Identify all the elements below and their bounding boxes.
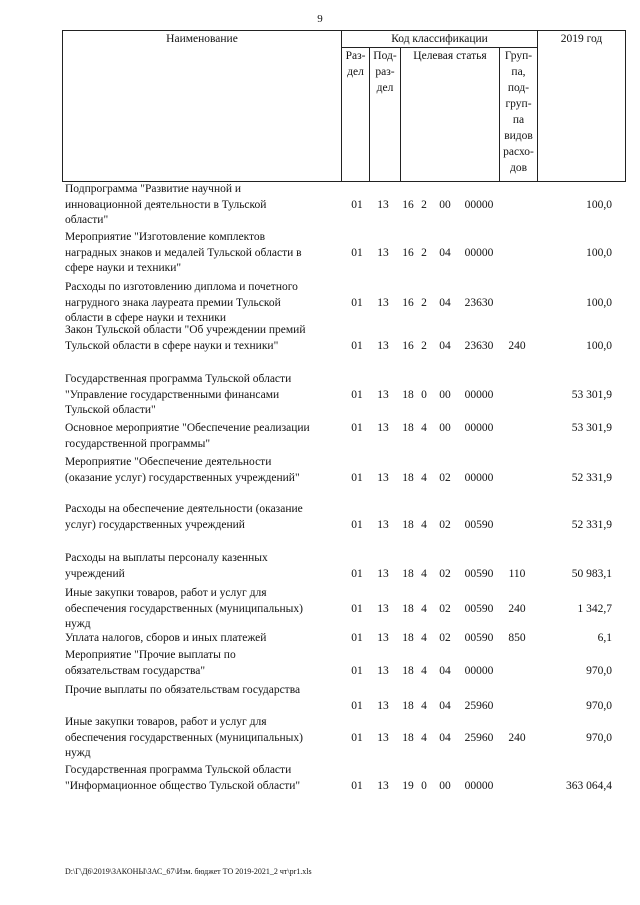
row-name-line: сфере науки и техники" [65,262,182,274]
cell-cs3: 00 [439,388,451,401]
header-line: па [512,114,525,126]
header-line: дов [509,162,528,174]
header-line: под- [507,82,530,94]
row-name-line: Мероприятие "Прочие выплаты по [65,649,236,661]
cell-cs4: 00000 [464,779,494,792]
cell-cs4: 25960 [464,731,494,744]
row-name-line: (оказание услуг) государственных учреждений" [65,471,300,484]
cell-cs1: 18 [402,664,414,677]
cell-razdel: 01 [351,388,363,401]
cell-cs2: 4 [421,422,427,434]
cell-cs2: 4 [421,731,427,744]
cell-cs1: 18 [402,567,414,580]
cell-cs2: 2 [421,246,427,259]
cell-cs2: 4 [421,699,427,712]
row-name [65,230,340,277]
cell-razdel: 01 [351,602,363,615]
row-name-line: Расходы по изготовлению диплома и почетного [65,281,298,293]
cell-sum: 970,0 [586,664,612,677]
row-name [65,551,340,582]
cell-podrazdel: 13 [377,602,389,615]
row-name-line: Тульской области" [65,404,156,416]
cell-cs1: 18 [402,471,414,484]
cell-razdel: 01 [351,699,363,712]
row-name-line: Расходы на обеспечение деятельности (оказание [65,503,303,515]
cell-cs4: 00000 [464,664,494,677]
row-name [65,182,340,229]
row-name-line: обеспечения государственных (муниципальных) [65,602,303,615]
row-name-line: Мероприятие "Изготовление комплектов [65,231,266,243]
row-name-line: Прочие выплаты по обязательствам государства [65,684,301,696]
row-name-line: нужд [65,618,91,630]
cell-sum: 52 331,9 [571,518,612,531]
cell-cs4: 23630 [464,296,494,309]
cell-sum: 363 064,4 [566,779,612,792]
cell-cs2: 4 [421,632,427,644]
row-name [65,631,340,647]
page-number: 9 [317,13,323,25]
cell-cs2: 2 [421,296,427,309]
cell-razdel: 01 [351,339,363,352]
cell-sum: 53 301,9 [571,388,612,401]
cell-cs1: 16 [402,246,414,259]
row-name [65,372,340,419]
row-name-line: нужд [65,747,91,759]
row-name-line: Основное мероприятие "Обеспечение реализации [65,422,310,434]
cell-sum: 53 301,9 [571,422,612,434]
cell-vr: 110 [508,567,526,580]
cell-cs2: 4 [421,602,427,615]
row-name-line: Государственная программа Тульской области [65,764,292,776]
cell-cs1: 16 [402,198,414,211]
cell-cs2: 4 [421,471,427,484]
row-name-line: Подпрограмма "Развитие научной и [65,183,242,195]
cell-podrazdel: 13 [377,779,389,792]
cell-podrazdel: 13 [377,296,389,309]
row-name-line: Тульской области в сфере науки и техники" [65,339,279,352]
cell-cs2: 2 [421,339,427,352]
row-name-line: Расходы на выплаты персоналу казенных [65,552,268,564]
row-name [65,648,340,679]
cell-podrazdel: 13 [377,632,389,644]
cell-cs1: 16 [402,339,414,352]
cell-podrazdel: 13 [377,664,389,677]
row-name-line: учреждений [65,567,125,580]
cell-podrazdel: 13 [377,518,389,531]
row-name-line: наградных знаков и медалей Тульской области в [65,246,302,259]
row-name-line: нагрудного знака лауреата премии Тульской [65,296,281,309]
row-name-line: "Информационное общество Тульской области" [65,779,301,792]
cell-vr: 240 [508,602,526,615]
cell-razdel: 01 [351,731,363,744]
row-name-line: государственной программы" [65,437,211,450]
cell-podrazdel: 13 [377,699,389,712]
cell-sum: 100,0 [586,296,612,309]
cell-cs3: 04 [439,246,451,259]
cell-podrazdel: 13 [377,246,389,259]
cell-cs4: 25960 [464,699,494,712]
cell-razdel: 01 [351,779,363,792]
header-line: Груп- [504,50,533,62]
cell-sum: 100,0 [586,339,612,352]
cell-podrazdel: 13 [377,731,389,744]
header-year: 2019 год [538,31,626,182]
cell-cs1: 18 [402,699,414,712]
cell-sum: 970,0 [586,731,612,744]
row-name [65,455,340,486]
row-name-line: обеспечения государственных (муниципальных) [65,731,303,744]
row-name [65,586,340,633]
row-name [65,323,340,354]
header-code: Код классификации [342,31,538,48]
cell-cs1: 18 [402,632,414,644]
cell-cs4: 00000 [464,388,494,401]
row-name [65,683,340,699]
cell-razdel: 01 [351,296,363,309]
row-name [65,763,340,794]
cell-cs4: 00590 [464,567,494,580]
row-name-line: Государственная программа Тульской области [65,373,292,385]
cell-cs4: 00000 [464,422,494,434]
header-line: дел [376,82,394,94]
cell-cs1: 18 [402,518,414,531]
cell-sum: 1 342,7 [577,602,612,615]
cell-podrazdel: 13 [377,339,389,352]
header-line: дел [347,66,364,78]
row-name-line: инновационной деятельности в Тульской [65,198,267,211]
cell-cs2: 2 [421,198,427,211]
cell-cs3: 04 [439,296,451,309]
cell-razdel: 01 [351,567,363,580]
cell-cs4: 00000 [464,246,494,259]
row-name-line: Закон Тульской области "Об учреждении премий [65,324,306,336]
cell-sum: 50 983,1 [571,567,612,580]
file-path-footer: D:\Г\Д6\2019\ЗАКОНЫ\ЗАС_67\Изм. бюджет ТО 2019-2021_2 чт\pr1.xls [65,867,312,876]
cell-cs4: 00590 [464,602,494,615]
cell-cs2: 4 [421,567,427,580]
cell-cs3: 00 [439,198,451,211]
cell-cs3: 02 [439,471,451,484]
row-name [65,421,340,452]
cell-podrazdel: 13 [377,471,389,484]
cell-cs1: 19 [402,779,414,792]
row-name-line: услуг) государственных учреждений [65,518,245,531]
cell-podrazdel: 13 [377,388,389,401]
cell-cs4: 23630 [464,339,494,352]
cell-cs3: 02 [439,567,451,580]
cell-sum: 100,0 [586,198,612,211]
cell-razdel: 01 [351,632,363,644]
row-name-line: Уплата налогов, сборов и иных платежей [65,632,267,644]
cell-razdel: 01 [351,471,363,484]
cell-razdel: 01 [351,518,363,531]
cell-sum: 970,0 [586,699,612,712]
cell-cs2: 0 [421,779,427,792]
cell-vr: 240 [508,339,526,352]
header-name: Наименование [63,31,342,182]
row-name-line: области в сфере науки и техники [65,312,226,324]
cell-cs3: 04 [439,699,451,712]
cell-cs3: 02 [439,632,451,644]
header-line: па, [511,66,526,78]
cell-cs3: 02 [439,602,451,615]
header-line: видов [504,130,533,142]
cell-cs3: 04 [439,339,451,352]
row-name [65,280,340,327]
cell-cs4: 00000 [464,471,494,484]
cell-cs1: 18 [402,388,414,401]
row-name-line: Иные закупки товаров, работ и услуг для [65,716,267,728]
cell-razdel: 01 [351,664,363,677]
cell-cs1: 18 [402,731,414,744]
row-name-line: "Управление государственными финансами [65,388,280,401]
cell-razdel: 01 [351,422,363,434]
row-name [65,715,340,762]
header-line: расхо- [503,146,534,158]
cell-podrazdel: 13 [377,567,389,580]
cell-cs1: 18 [402,422,414,434]
row-name-line: Иные закупки товаров, работ и услуг для [65,587,267,599]
row-name-line: Мероприятие "Обеспечение деятельности [65,456,272,468]
cell-cs1: 16 [402,296,414,309]
row-name-line: области" [65,214,109,226]
header-line: груп- [505,98,532,110]
cell-sum: 100,0 [586,246,612,259]
cell-cs3: 00 [439,779,451,792]
cell-podrazdel: 13 [377,198,389,211]
row-name [65,502,340,533]
cell-cs4: 00590 [464,632,494,644]
cell-sum: 6,1 [597,632,612,644]
cell-cs2: 0 [421,388,427,401]
cell-cs2: 4 [421,664,427,677]
cell-sum: 52 331,9 [571,471,612,484]
cell-podrazdel: 13 [377,422,389,434]
cell-razdel: 01 [351,198,363,211]
cell-cs3: 04 [439,731,451,744]
cell-cs4: 00000 [464,198,494,211]
cell-cs2: 4 [421,518,427,531]
row-name-line: обязательствам государства" [65,664,206,677]
header-line: Под- [373,50,397,62]
cell-cs3: 02 [439,518,451,531]
header-line: Раз- [345,50,366,62]
cell-vr: 850 [508,632,526,644]
cell-cs3: 00 [439,422,451,434]
header-line: раз- [375,66,395,78]
cell-vr: 240 [508,731,526,744]
cell-razdel: 01 [351,246,363,259]
cell-cs3: 04 [439,664,451,677]
header-target: Целевая статья [401,48,500,182]
cell-cs4: 00590 [464,518,494,531]
cell-cs1: 18 [402,602,414,615]
